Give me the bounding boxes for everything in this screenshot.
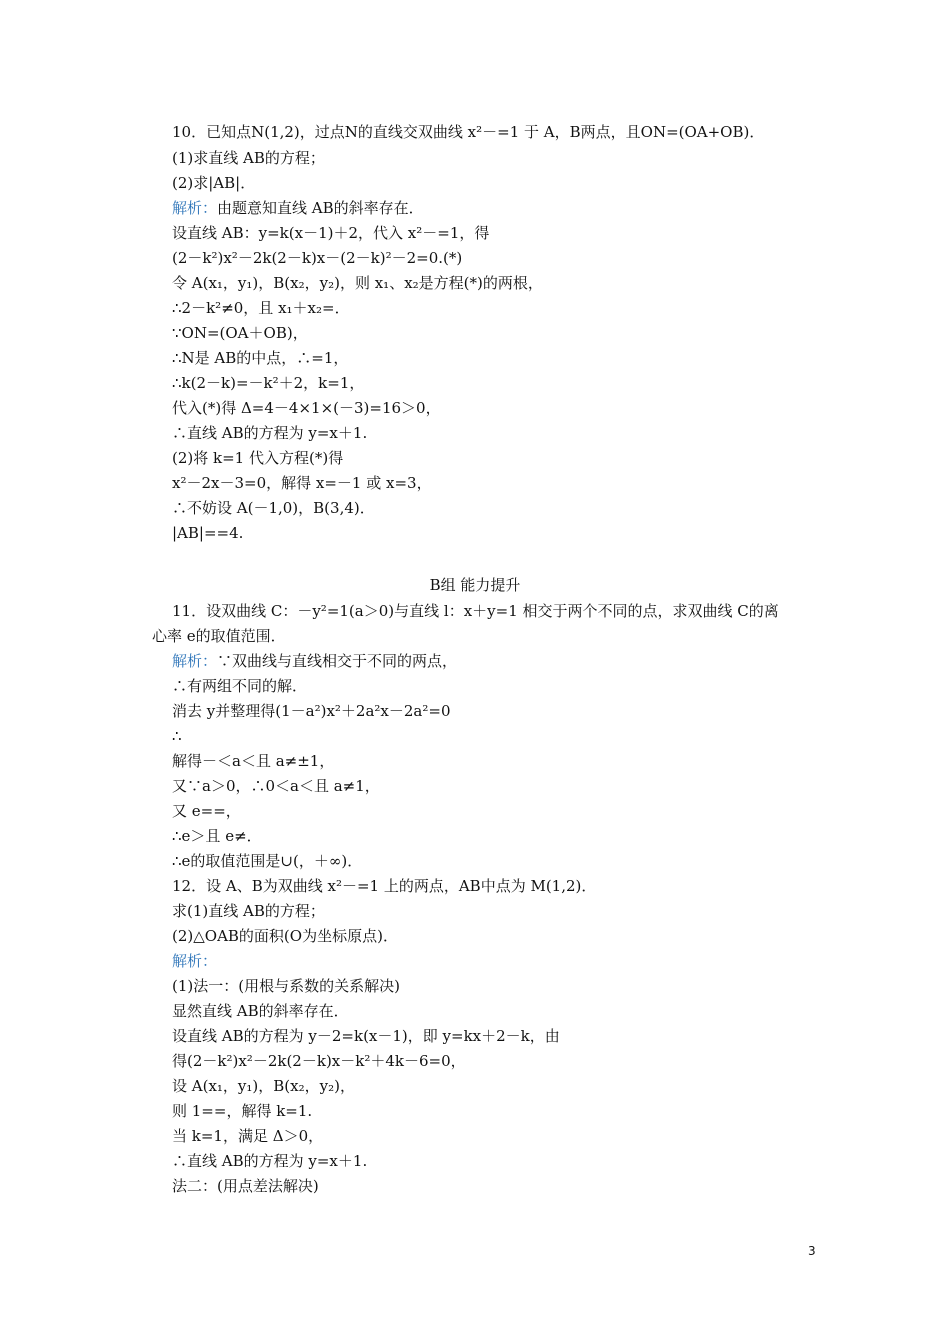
q10-step: ∴不妨设 A(－1,0)，B(3,4)． bbox=[172, 499, 375, 517]
q12-part2: (2)△OAB的面积(O为坐标原点)． bbox=[172, 927, 398, 945]
q12-step: 则 1==，解得 k=1. bbox=[172, 1102, 313, 1120]
q10-step: |AB|==4. bbox=[172, 524, 244, 542]
q12-part1: 求(1)直线 AB的方程； bbox=[172, 902, 325, 920]
q11-step: 又 e==， bbox=[172, 802, 241, 820]
q10-step: 设直线 AB：y=k(x－1)＋2，代入 x²－=1，得 bbox=[172, 224, 490, 242]
jiexi-label: 解析： bbox=[172, 652, 218, 670]
q11-step: ∴e的取值范围是∪(，＋∞)． bbox=[172, 852, 363, 870]
q10-step: ∴N是 AB的中点，∴=1， bbox=[172, 349, 349, 367]
q11-jiexi-line bbox=[172, 651, 457, 671]
q12-step: ∴直线 AB的方程为 y=x＋1. bbox=[172, 1152, 368, 1170]
q10-step: ∴直线 AB的方程为 y=x＋1. bbox=[172, 424, 368, 442]
q12-step: 得(2－k²)x²－2k(2－k)x－k²＋4k－6=0， bbox=[172, 1052, 466, 1070]
q11-step: 又∵a＞0，∴0＜a＜且 a≠1， bbox=[172, 777, 380, 795]
q10-part2: (2)求|AB|． bbox=[172, 174, 256, 192]
q10-step: (2)将 k=1 代入方程(*)得 bbox=[172, 449, 344, 467]
q10-step: x²－2x－3=0，解得 x=－1 或 x=3， bbox=[172, 474, 432, 492]
jiexi-label: 解析： bbox=[172, 199, 218, 217]
q11-step: ∴有两组不同的解． bbox=[172, 677, 308, 695]
section-title: B组 能力提升 bbox=[429, 576, 521, 594]
q10-part1: (1)求直线 AB的方程； bbox=[172, 149, 325, 167]
q11-jiexi-text: ∵双曲线与直线相交于不同的两点， bbox=[217, 652, 458, 670]
q10-jiexi-text: 由题意知直线 AB的斜率存在． bbox=[217, 199, 424, 217]
q10-stem: 10．已知点N(1,2)，过点N的直线交双曲线 x²－=1 于 A，B两点，且ON=(OA+OB)． bbox=[172, 123, 765, 141]
q10-step: 代入(*)得 Δ=4－4×1×(－3)=16＞0， bbox=[172, 399, 441, 417]
q11-step: ∴ bbox=[172, 727, 182, 745]
q12-step: 设 A(x₁，y₁)，B(x₂，y₂)， bbox=[172, 1077, 355, 1095]
q10-jiexi-line bbox=[172, 198, 424, 218]
q12-jiexi-label: 解析： bbox=[172, 952, 218, 970]
q11-step: 消去 y并整理得(1－a²)x²＋2a²x－2a²=0 bbox=[172, 702, 451, 720]
q12-step: 当 k=1，满足 Δ＞0， bbox=[172, 1127, 324, 1145]
q12-step: (1)法一：(用根与系数的关系解决) bbox=[172, 977, 400, 995]
q12-step: 法二：(用点差法解决) bbox=[172, 1177, 319, 1195]
q10-step: ∵ON=(OA＋OB)， bbox=[172, 324, 308, 342]
q10-step: (2－k²)x²－2k(2－k)x－(2－k)²－2=0.(*) bbox=[172, 249, 463, 267]
q11-step: 解得－＜a＜且 a≠±1， bbox=[172, 752, 335, 770]
q11-stem-cont: 心率 e的取值范围． bbox=[152, 627, 286, 645]
q12-step: 设直线 AB的方程为 y－2=k(x－1)，即 y=kx＋2－k，由 bbox=[172, 1027, 560, 1045]
q11-step: ∴e＞且 e≠． bbox=[172, 827, 262, 845]
q10-step: ∴k(2－k)=－k²＋2，k=1， bbox=[172, 374, 365, 392]
q12-stem: 12．设 A、B为双曲线 x²－=1 上的两点，AB中点为 M(1,2)． bbox=[172, 877, 597, 895]
q10-step: 令 A(x₁，y₁)，B(x₂，y₂)，则 x₁、x₂是方程(*)的两根， bbox=[172, 274, 543, 292]
q12-step: 显然直线 AB的斜率存在． bbox=[172, 1002, 349, 1020]
q11-stem: 11．设双曲线 C：－y²=1(a＞0)与直线 l：x＋y=1 相交于两个不同的点，求双曲线 C的离 bbox=[172, 602, 779, 620]
page-number: 3 bbox=[808, 1244, 816, 1258]
q10-step: ∴2－k²≠0，且 x₁＋x₂=． bbox=[172, 299, 350, 317]
